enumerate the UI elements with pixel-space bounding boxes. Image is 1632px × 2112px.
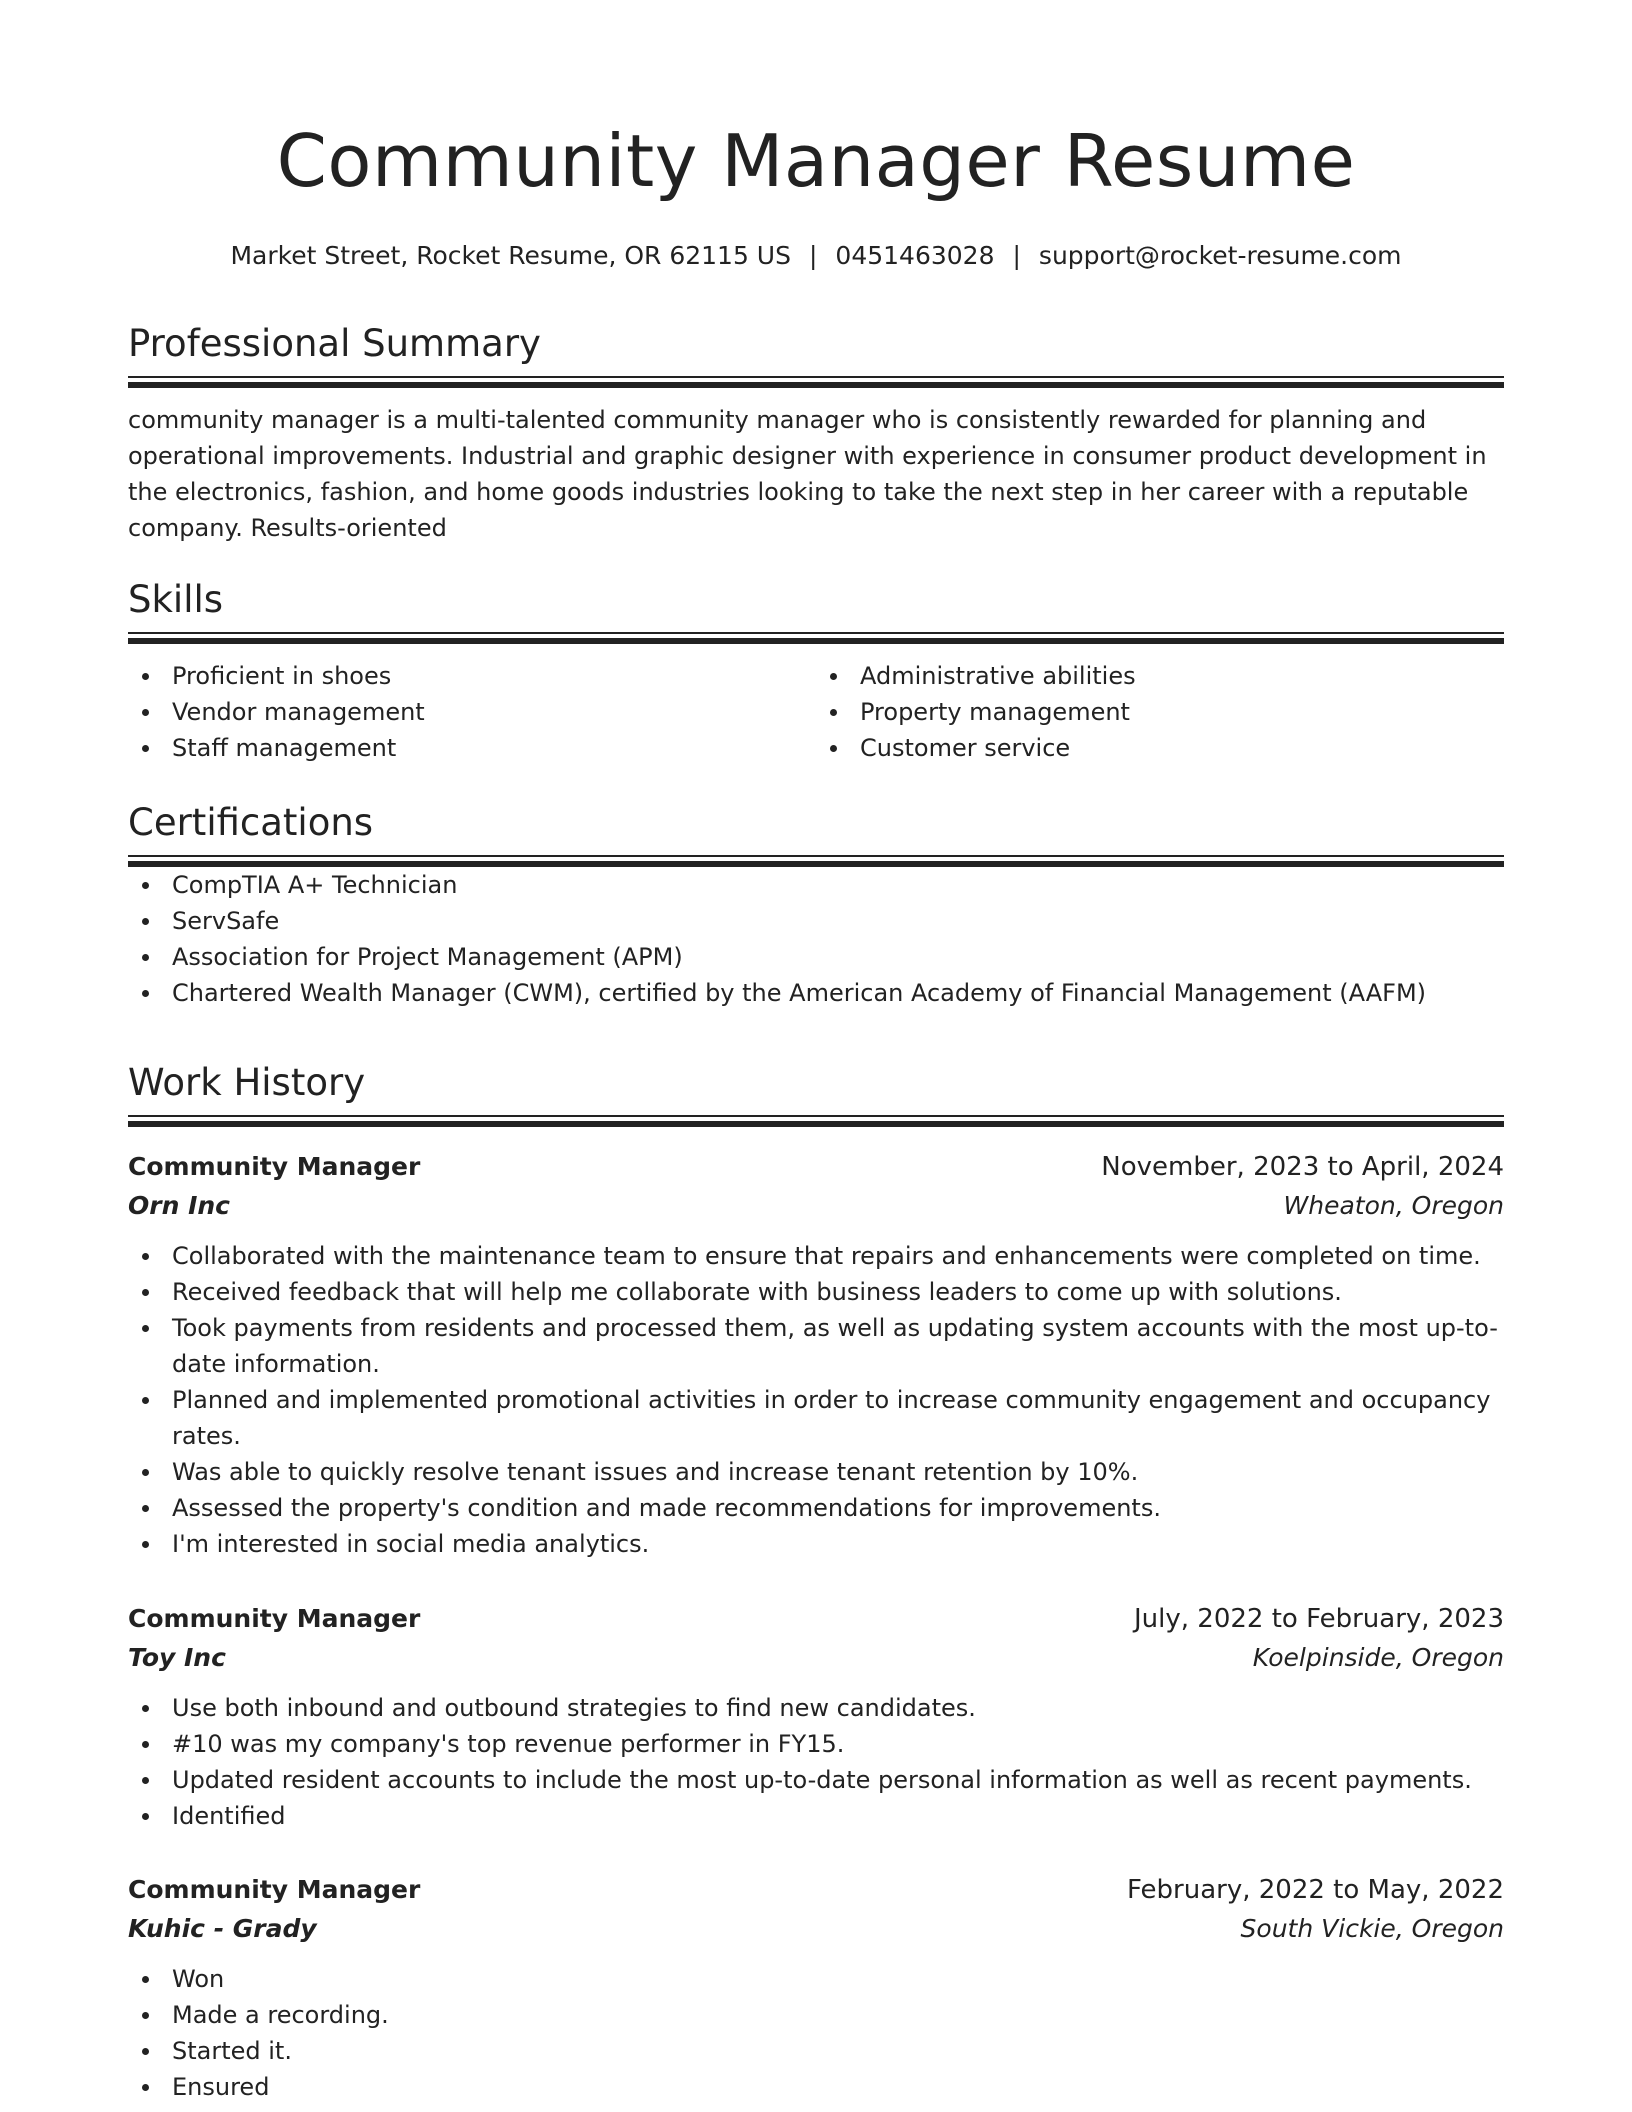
section-divider	[128, 638, 1504, 644]
certification-item: CompTIA A+ Technician	[128, 867, 1504, 903]
certifications-heading: Certifications	[128, 801, 374, 844]
job-title: Community Manager	[128, 1875, 421, 1904]
resume-title: Community Manager Resume	[276, 119, 1356, 203]
job-bullet: Identified	[128, 1798, 1504, 1834]
certification-item: ServSafe	[128, 903, 1504, 939]
job-dates: July, 2022 to February, 2023	[1134, 1604, 1504, 1634]
job-bullet-list	[128, 1690, 1504, 1834]
contact-separator: |	[1012, 241, 1021, 270]
skill-item: Customer service	[816, 730, 1504, 766]
section-divider	[128, 376, 1504, 378]
job-entry	[128, 1600, 1504, 1834]
job-bullet: Was able to quickly resolve tenant issues and increase tenant retention by 10%.	[128, 1454, 1504, 1490]
skill-item: Administrative abilities	[816, 658, 1504, 694]
job-dates: November, 2023 to April, 2024	[1101, 1152, 1504, 1182]
job-bullet: Collaborated with the maintenance team to ensure that repairs and enhancements were completed on time.	[128, 1238, 1504, 1274]
summary-text: community manager is a multi-talented community manager who is consistently rewarded for planning and operational improvements. Industrial and graphic designer with experience in consumer product development in the electronics, fashion, and home goods industries looking to take the next step in her career with a reputable company. Results-oriented	[128, 406, 1487, 542]
job-bullet: Took payments from residents and processed them, as well as updating system accounts with the most up-to-date information.	[128, 1310, 1504, 1382]
work-history-heading: Work History	[128, 1061, 366, 1104]
section-divider	[128, 855, 1504, 857]
job-location: South Vickie, Oregon	[1240, 1914, 1504, 1943]
contact-phone: 0451463028	[835, 241, 995, 270]
job-company: Toy Inc	[128, 1643, 226, 1672]
job-bullet: Made a recording.	[128, 1997, 1504, 2033]
skill-item: Vendor management	[128, 694, 816, 730]
job-header-row	[128, 1600, 1504, 1638]
job-company: Orn Inc	[128, 1191, 231, 1220]
certification-item: Chartered Wealth Manager (CWM), certified by the American Academy of Financial Management (AAFM)	[128, 975, 1504, 1011]
job-bullet: Won	[128, 1961, 1504, 1997]
section-divider	[128, 382, 1504, 388]
job-entry	[128, 1148, 1504, 1562]
job-header-row	[128, 1148, 1504, 1186]
job-company: Kuhic - Grady	[128, 1914, 317, 1943]
skills-list-right	[816, 658, 1504, 766]
summary-heading: Professional Summary	[128, 322, 541, 365]
job-bullet: Planned and implemented promotional activities in order to increase community engagement and occupancy rates.	[128, 1382, 1504, 1454]
job-company-row	[128, 1909, 1504, 1949]
section-divider	[128, 1121, 1504, 1127]
skill-item: Proficient in shoes	[128, 658, 816, 694]
job-bullet: Ensured	[128, 2069, 1504, 2105]
job-bullet: #10 was my company's top revenue performer in FY15.	[128, 1726, 1504, 1762]
skill-item: Property management	[816, 694, 1504, 730]
job-title: Community Manager	[128, 1604, 421, 1633]
job-location: Wheaton, Oregon	[1283, 1191, 1504, 1220]
job-bullet: Updated resident accounts to include the most up-to-date personal information as well as recent payments.	[128, 1762, 1504, 1798]
job-company-row	[128, 1186, 1504, 1226]
job-bullet-list	[128, 1961, 1504, 2105]
job-bullet: Received feedback that will help me collaborate with business leaders to come up with solutions.	[128, 1274, 1504, 1310]
job-bullet: I'm interested in social media analytics.	[128, 1526, 1504, 1562]
job-bullet: Assessed the property's condition and made recommendations for improvements.	[128, 1490, 1504, 1526]
contact-line	[128, 238, 1504, 274]
job-dates: February, 2022 to May, 2022	[1127, 1875, 1504, 1905]
skills-list-left	[128, 658, 816, 766]
contact-address: Market Street, Rocket Resume, OR 62115 US	[230, 241, 791, 270]
job-entry	[128, 1871, 1504, 2105]
job-header-row	[128, 1871, 1504, 1909]
skills-section	[128, 574, 1504, 766]
job-bullet: Started it.	[128, 2033, 1504, 2069]
job-bullet: Use both inbound and outbound strategies to find new candidates.	[128, 1690, 1504, 1726]
job-location: Koelpinside, Oregon	[1252, 1643, 1504, 1672]
skill-item: Staff management	[128, 730, 816, 766]
work-history-section	[128, 1057, 1504, 1127]
summary-section	[128, 318, 1504, 546]
skills-heading: Skills	[128, 578, 224, 621]
certifications-section	[128, 797, 1504, 1011]
job-company-row	[128, 1638, 1504, 1678]
certification-item: Association for Project Management (APM)	[128, 939, 1504, 975]
section-divider	[128, 632, 1504, 634]
certifications-list	[128, 867, 1504, 1011]
skills-grid	[128, 658, 1504, 766]
contact-email: support@rocket-resume.com	[1038, 241, 1402, 270]
job-bullet-list	[128, 1238, 1504, 1562]
section-divider	[128, 1115, 1504, 1117]
contact-separator: |	[808, 241, 818, 270]
job-title: Community Manager	[128, 1152, 421, 1181]
